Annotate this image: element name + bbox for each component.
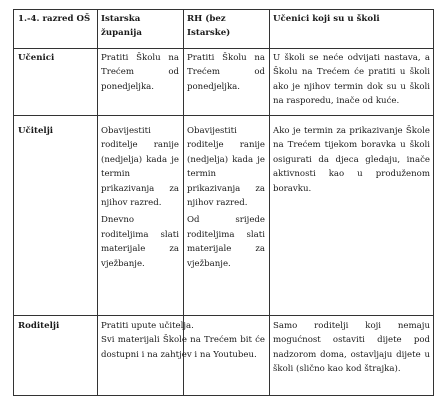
header-divider: [13, 48, 434, 49]
cell-text: Ako je termin za prikazivanje Škole na Trećem tijekom boravka u školi osigurati da djeca gledaju, inače aktivnosti kao u produženom boravku.: [273, 126, 430, 194]
header-istarska: Istarska županija: [101, 14, 142, 39]
row-divider: [13, 115, 434, 116]
row-divider: [13, 315, 434, 316]
cell-text: Dnevno roditeljima slati materijale za vježbanje.: [101, 215, 179, 269]
ucenici-rh-cell: [187, 51, 265, 94]
ucitelji-istarska-cell: [101, 124, 179, 271]
schedule-table: [13, 9, 434, 396]
table-border-left: [13, 9, 14, 396]
ucitelji-u-skoli-cell: [273, 124, 430, 196]
cell-text: U školi se neće odvijati nastava, a Školu na Trećem će pratiti u školi ako je njihov termin dok su u školi na rasporedu, inače od kuće.: [273, 53, 430, 107]
ucenici-istarska-cell: [101, 51, 179, 94]
row-label-ucitelji: Učitelji: [18, 126, 54, 136]
cell-text: Samo roditelji koji nemaju mogućnost ostaviti dijete pod nadzorom doma, ostavljaju dijete u školi (slično kao kod štrajka).: [273, 321, 430, 375]
column-divider: [97, 9, 98, 396]
roditelji-u-skoli-cell: [273, 319, 430, 377]
table-border-bottom: [13, 395, 434, 396]
table-border-right: [433, 9, 434, 396]
table-border-top: [13, 9, 434, 10]
row-label-roditelji: Roditelji: [18, 321, 60, 331]
roditelji-combined-cell: [101, 319, 265, 362]
cell-text: Obavijestiti roditelje ranije (nedjelja) kada je termin prikazivanja za njihov razred.: [101, 126, 179, 209]
cell-text: Pratiti Školu na Trećem od ponedjeljka.: [187, 53, 265, 92]
cell-text: Svi materijali Škole na Trećem bit će dostupni i na zahtjev i na Youtubeu.: [101, 335, 265, 360]
header-grade: 1.-4. razred OŠ: [18, 14, 91, 24]
column-divider: [269, 9, 270, 396]
cell-text: Obavijestiti roditelje ranije (nedjelja) kada je termin prikazivanja za njihov razred.: [187, 126, 265, 209]
ucitelji-rh-cell: [187, 124, 265, 271]
row-label-ucenici: Učenici: [18, 53, 55, 63]
cell-text: Pratiti upute učitelja.: [101, 321, 194, 331]
header-rh: RH (bez Istarske): [187, 14, 231, 39]
ucenici-u-skoli-cell: [273, 51, 430, 109]
header-u-skoli: Učenici koji su u školi: [273, 14, 380, 24]
cell-text: Pratiti Školu na Trećem od ponedjeljka.: [101, 53, 179, 92]
cell-text: Od srijede roditeljima slati materijale za vježbanje.: [187, 215, 265, 269]
